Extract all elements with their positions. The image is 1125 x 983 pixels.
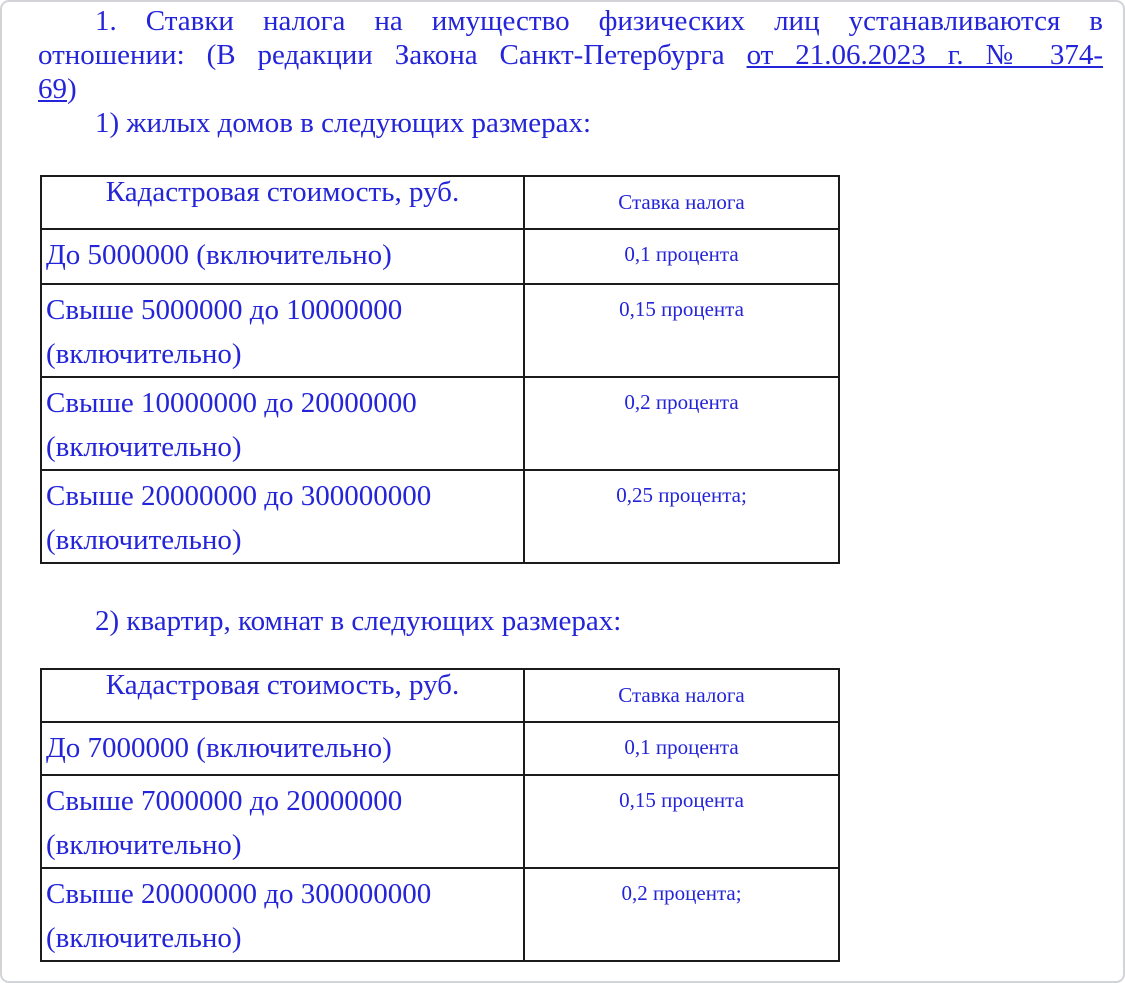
- cadastral-range: Свыше 20000000 до 300000000 (включительно): [41, 868, 524, 961]
- intro-line-2-text: отношении: (В редакции Закона Санкт-Петербурга: [38, 39, 725, 71]
- law-revision-link-continued[interactable]: 69: [38, 73, 67, 105]
- intro-line-2: [38, 38, 1103, 72]
- intro-line-3-suffix: ): [67, 73, 77, 105]
- table-row: [41, 775, 839, 868]
- column-header-cadastral-value: Кадастровая стоимость, руб.: [41, 669, 524, 722]
- section2-heading: 2) квартир, комнат в следующих размерах:: [95, 605, 622, 637]
- table-row: [41, 229, 839, 284]
- table-header-row: [41, 669, 839, 722]
- cadastral-range: До 5000000 (включительно): [41, 229, 524, 284]
- law-revision-link[interactable]: от 21.06.2023 г. № 374-: [746, 39, 1103, 71]
- table-row: [41, 284, 839, 377]
- tax-rate: 0,2 процента: [524, 377, 839, 470]
- column-header-cadastral-value: Кадастровая стоимость, руб.: [41, 176, 524, 229]
- intro-line-3: [38, 72, 1103, 106]
- tax-rate: 0,15 процента: [524, 284, 839, 377]
- intro-paragraph: [38, 4, 1103, 140]
- table-row: [41, 470, 839, 563]
- section1-heading: 1) жилых домов в следующих размерах:: [95, 107, 592, 139]
- column-header-tax-rate: Ставка налога: [524, 669, 839, 722]
- intro-line-1: [38, 4, 1103, 38]
- tax-rate: 0,2 процента;: [524, 868, 839, 961]
- tax-rates-table-residential: [40, 175, 840, 564]
- table-row: [41, 868, 839, 961]
- cadastral-range: Свыше 20000000 до 300000000 (включительно): [41, 470, 524, 563]
- tax-rate: 0,1 процента: [524, 722, 839, 775]
- tax-rate: 0,25 процента;: [524, 470, 839, 563]
- table-row: [41, 722, 839, 775]
- cadastral-range: Свыше 10000000 до 20000000 (включительно): [41, 377, 524, 470]
- column-header-tax-rate: Ставка налога: [524, 176, 839, 229]
- cadastral-range: Свыше 7000000 до 20000000 (включительно): [41, 775, 524, 868]
- tax-rate: 0,15 процента: [524, 775, 839, 868]
- tax-rates-table-apartments: [40, 668, 840, 962]
- cadastral-range: До 7000000 (включительно): [41, 722, 524, 775]
- table-row: [41, 377, 839, 470]
- cadastral-range: Свыше 5000000 до 10000000 (включительно): [41, 284, 524, 377]
- tax-rate: 0,1 процента: [524, 229, 839, 284]
- intro-line-1-text: 1. Ставки налога на имущество физических лиц устанавливаются в: [95, 5, 1103, 37]
- table-header-row: [41, 176, 839, 229]
